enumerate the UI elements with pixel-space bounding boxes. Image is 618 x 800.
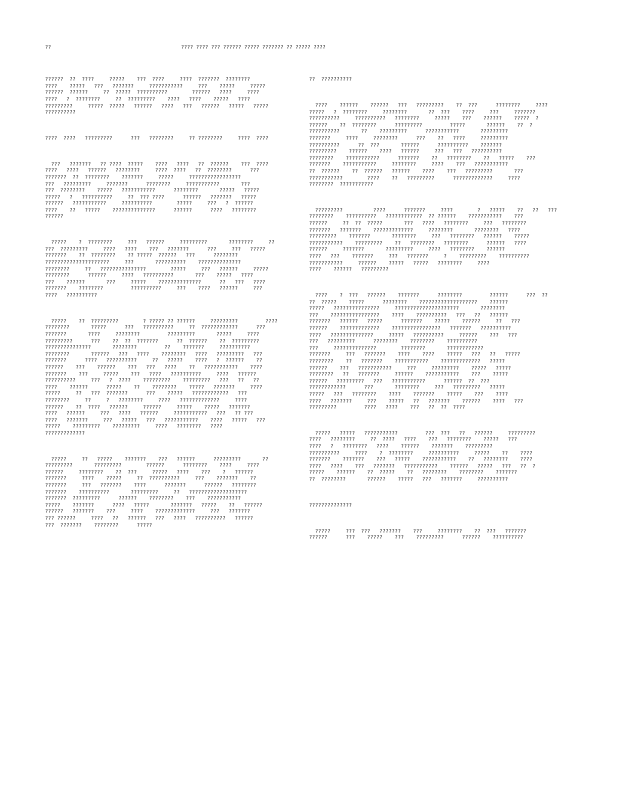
running-header [45,45,575,55]
paragraph: ???? ???? ????????? ??? ???????? ?? ???????? ???? ???? [45,135,269,142]
paragraph: ????? ????? ??????????? ??? ??? ?? ?????? ????????? ???? ???????? ?? ???? ???? ??? ???????? ????? ??? ???? ? ???????? ???? ?????? ??????? ????????? ?????????? ???? ? ???????? ?????????? ????? ?? ???? ??????? ??????? ??? ????? ??????????? ?? ???????? ???? ???? ???? ??? ??????? ??????????? ?????? ????? ??? ?? ? ????? ?????? ?? ????? ?? ???????? ???????? ??????? ?? ???????? ?????? ????? ??? ??????? ?????????? [309,430,536,484]
header-left: ?? [45,45,52,51]
section-heading: ?? ?????????? [309,77,352,84]
left-column [45,64,291,764]
paragraph: ????? ??? ??? ??????? ??? ???????? ?? ??? ??????? ?????? ??? ????? ??? ????????? ?????? ?????????? [309,528,527,542]
paragraph: ????? ?? ????????? ? ????? ?? ?????? ????????? ???? ???????? ????? ??? ?????????? ?? ???????????? ??? ??????? ???? ???????? ????????? ????? ???? ????????? ??? ?? ?? ??????? ?? ?????? ?? ????????? ??????????????? ???????? ?? ??????? ?????????? ???????? ?????? ??? ???? ???????? ???? ????????? ??? ??????? ???? ?????????? ?? ????? ???? ? ?????? ?? ?????? ??? ?????? ??? ??? ???? ?? ??????????? ???? ??????? ??? ????? ??? ???? ?????????? ???? ?????? ?????????? ??? ? ???? ????????? ????????? ??? ?? ?? ???? ?????? ????? ?? ???????? ????? ??????? ???? ????? ?? ??? ??????? ??? ????? ???????????? ??? ???????? ?? ? ???????? ???? ????????????? ???? ?????? ?? ???? ?????? ?????? ????? ????? ??????? ???? ?????? ??? ???? ?????? ??????????? ??? ?? ??? ???? ??????? ??? ????? ??? ??????????? ???? ????? ??? ????? ????????? ????????? ???? ???????? ???? ????????????? [45,318,278,437]
section-heading: ?????????????? [309,502,352,509]
paragraph: ????? ?? ????? ??????? ??? ?????? ????????? ?? ????????? ????????? ?????? ???????? ???? ???? ?????? ???????? ?? ??? ????? ???? ??? ? ?????? ??????? ???? ????? ?? ?????????? ??? ??????? ?? ??????? ??? ??????? ???? ??????? ?????? ???????? ??????? ?????????? ????????? ?? ??????????????????? ??????? ????????? ?????? ???????? ??? ??????????? ????? ??????? ???? ????? ??????? ????? ?? ?????? ?????? ??????? ??? ???? ????????????? ??? ??????? ??? ?????? ???? ?? ?????? ??? ???? ?????????? ?????? ??? ??????? ???????? ????? [45,456,269,529]
paragraph: ???? ?????? ?????? ??? ????????? ?? ??? ???????? ???? ????? ? ???????? ???????? ?? ??? ???? ??? ??????? ?????????? ?????????? ???????? ????? ??? ?????? ????? ? ?????? ?? ???????? ????????? ????? ?????? ?? ? ?????????? ?? ????????? ??????????? ????????? ??????? ???? ???????? ??? ?? ???? ????????? ?????????? ?? ??? ?????? ?????????? ??????? ????????? ?????? ???? ?????? ??? ??? ?????????? ???????? ??????????? ??????? ?? ???????? ?? ????? ??? ??????? ??????????? ???????? ???? ??? ??????????? ?? ?????? ?? ?????? ?????? ???? ??? ????????? ??? ??????????? ???? ?? ????????? ????????????? ???? ???????? ??????????? [309,102,548,189]
paragraph: ???? ? ??? ?????? ??????? ???????? ?????? ??? ?? ?? ????? ????? ???????? ??????????????????? ?????? ????? ??????????????? ????????????????????? ???????? ??? ???????????????? ???? ?????????? ??? ?? ?????? ??????? ?????? ????? ??????? ????? ?????? ?? ??? ?????? ????????????? ???????????????? ??????? ?????????? ???? ?????????????? ????? ?????????? ?????? ??? ??? ??? ????????? ???????? ???????? ?????????? ??? ?????????????? ???????? ???????????? ??????? ??? ??????? ???? ???? ????? ??? ?? ????? ???????? ?? ??????? ??????????? ????????????? ????? ?????? ??? ??????????? ??? ????????? ????? ????? ???????? ?? ??????? ?????? ??????????? ??? ????? ?????? ????????? ??? ??????????? ?????? ?? ??? ???????????? ??? ???????? ??? ????????? ????? ????? ??? ???????? ???? ??????? ????? ??? ???? ???? ??????? ??? ????? ?? ??????? ?????? ???? ??? ????????? ???? ???? ??? ?? ?? ???? [309,293,548,412]
paragraph: ????????? ???? ??????? ???? ? ????? ?? ?? ??? ???????? ?????????? ???????????? ?? ?????? ??????????? ??? ?????? ?? ?? ????? ??? ???? ???????? ??? ???????? ??????? ??????? ????????????? ???????? ???????? ???? ????????? ??????? ???????? ??? ???????? ?????? ????? ??????????? ????????? ?? ???????? ???????? ?????? ???? ?????? ??????? ????????? ???? ???????? ?????? ???? ??? ??????? ??? ??????? ? ????????? ?????????? ??????????? ?????? ????? ????? ???????? ???? ???? ?????? ????????? [309,207,557,274]
header-right: ???? ???? ??? ?????? ????? ??????? ?? ????? ???? [181,45,326,51]
right-column [309,64,559,764]
paragraph: ????? ? ???????? ??? ?????? ????????? ???????? ?? ??? ????????? ???? ???? ??? ??????? ??? ??? ????? ??????? ?? ???????? ?? ????? ?????? ??? ???????? ????????????????????? ??? ?????????? ?????????????? ???????? ?? ??????????????? ????? ??? ?????? ????? ???????? ?????? ???? ?????????? ??? ????? ???? ??? ?????? ??? ????? ?????????????? ?? ??? ???? ??????? ???????? ?????????? ??? ???? ?????? ??? ???? ?????????? [45,240,275,299]
paragraph: ??? ??????? ?? ???? ????? ???? ???? ?? ?????? ??? ???? ???? ???? ?????? ???????? ???? ???? ?? ???????? ??? ??????? ?? ???????? ??????? ????? ????????????????? ??? ????????? ??????? ???????? ??????????? ??? ??? ???????? ????? ??????????? ???????? ????? ????? ????? ? ?????????? ?? ??? ???? ?????? ??????? ????? ?????? ??????????? ?????????? ????? ??? ? ?????? ???? ?? ????? ?????????????? ?????? ???? ???????? ?????? [45,161,269,221]
paragraph: ?????? ?? ???? ????? ??? ???? ???? ??????? ???????? ???? ????? ??? ??????? ??????????? ??? ????? ????? ?????? ?????? ?? ????? ?????????? ?????? ???? ???? ???? ? ???????? ?? ????????? ???? ???? ????? ???? ????????? ????? ????? ?????? ???? ??? ?????? ????? ????? ?????????? [45,77,269,117]
